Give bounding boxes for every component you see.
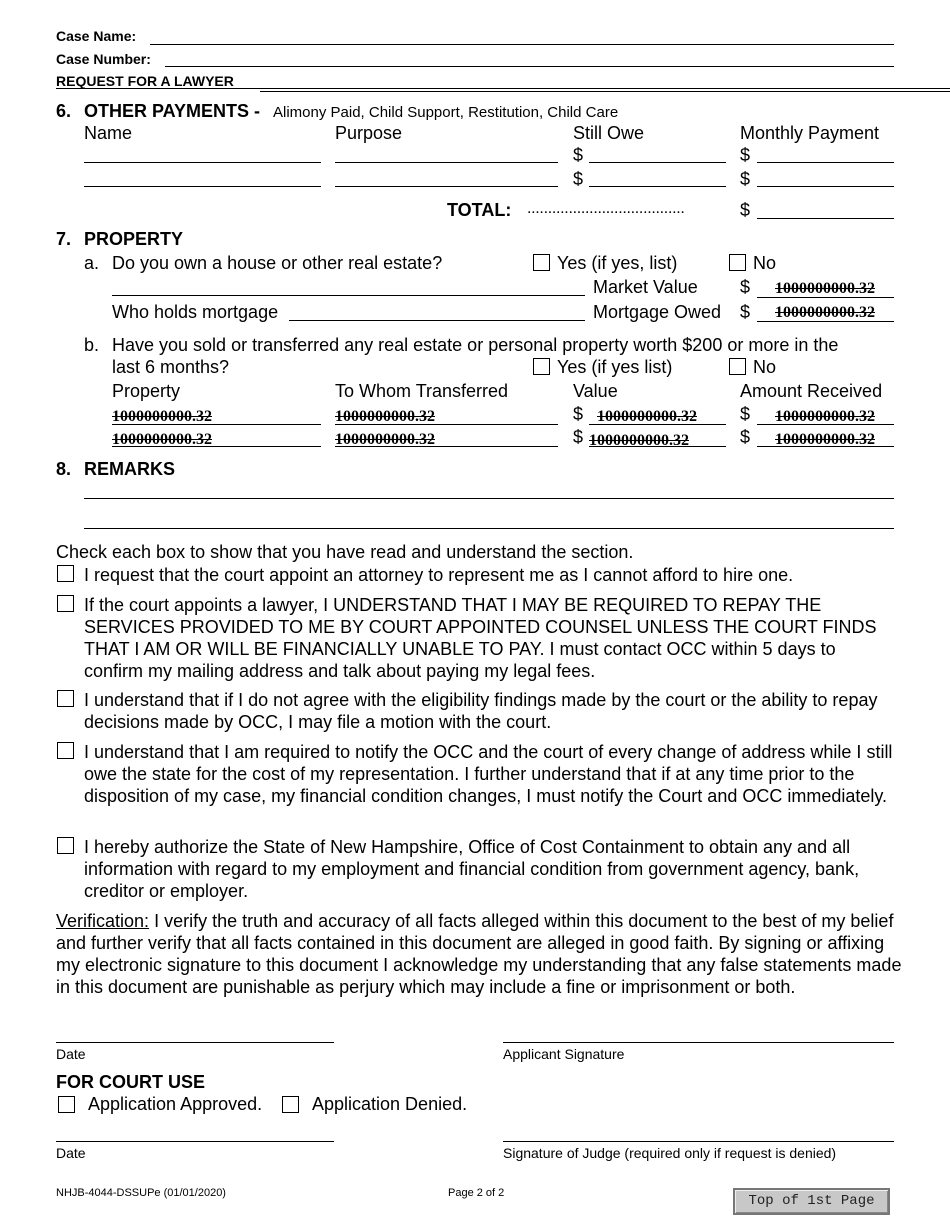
real-estate-yes-checkbox[interactable] [533,254,550,271]
real-estate-list-field[interactable] [112,295,585,296]
payment-purpose-1[interactable] [335,162,558,163]
transfer-property: 1000000000.32 [112,431,212,448]
ack-checkbox-4[interactable] [57,742,74,759]
payment-monthly-2[interactable] [757,186,894,187]
col-value: Value [573,381,618,401]
mortgage-holder-field[interactable] [289,320,585,321]
section-7-number: 7. [56,229,72,249]
remarks-line-2[interactable] [84,528,894,529]
payment-still-owe-2[interactable] [589,186,726,187]
currency-sign: $ [740,277,751,297]
mortgage-owed: 1000000000.32 [775,304,875,321]
currency-sign: $ [740,200,751,220]
applicant-signature-field[interactable] [503,1042,894,1043]
date-field[interactable] [56,1042,334,1043]
payment-still-owe-1[interactable] [589,162,726,163]
form-id: NHJB-4044-DSSUPe (01/01/2020) [56,1187,226,1199]
who-holds-mortgage-label: Who holds mortgage [112,302,279,322]
applicant-signature-label: Applicant Signature [503,1046,625,1062]
ack-checkbox-3[interactable] [57,690,74,707]
case-name-label: Case Name: [56,28,137,44]
ack-intro: Check each box to show that you have read and understand the section. [56,542,634,562]
court-date-field[interactable] [56,1141,334,1142]
judge-signature-label: Signature of Judge (required only if request is denied) [503,1145,837,1161]
transfer-no-checkbox[interactable] [729,358,746,375]
verification-paragraph [56,910,906,998]
section-8-title: REMARKS [84,459,176,479]
real-estate-no-checkbox[interactable] [729,254,746,271]
transfer-value: 1000000000.32 [589,432,689,449]
payment-name-1[interactable] [84,162,321,163]
transfer-yes-checkbox[interactable] [533,358,550,375]
currency-sign: $ [573,169,584,189]
col-monthly-payment: Monthly Payment [740,123,880,143]
no-label: No [753,253,777,273]
payment-purpose-2[interactable] [335,186,558,187]
remarks-line-1[interactable] [84,498,894,499]
transfer-property-field[interactable] [112,446,321,447]
question-b-line2: last 6 months? [112,357,230,377]
col-property: Property [112,381,181,401]
page-number: Page 2 of 2 [448,1187,505,1199]
transfer-to-whom-field[interactable] [335,446,558,447]
col-to-whom: To Whom Transferred [335,381,509,401]
market-value: 1000000000.32 [775,280,875,297]
transfer-amount-field[interactable] [757,424,894,425]
section-8-number: 8. [56,459,72,479]
mortgage-owed-label: Mortgage Owed [593,302,722,322]
ack-text-3: I understand that if I do not agree with the eligibility findings made by the court or the ability to repay decisions made by OCC, I may file a motion with the court. [84,690,878,732]
transfer-property: 1000000000.32 [112,408,212,425]
transfer-value-field[interactable] [589,424,726,425]
col-still-owe: Still Owe [573,123,645,143]
transfer-amount: 1000000000.32 [775,431,875,448]
total-label: TOTAL: [447,200,512,220]
currency-sign: $ [573,145,584,165]
judge-signature-field[interactable] [503,1141,894,1142]
question-a-letter: a. [84,253,100,273]
date-label: Date [56,1046,86,1062]
question-b-line1: Have you sold or transferred any real estate or personal property worth $200 or more in the [112,335,839,355]
form-title: REQUEST FOR A LAWYER [56,73,234,89]
ack-checkbox-1[interactable] [57,565,74,582]
ack-text-4: I understand that I am required to notify the OCC and the court of every change of address while I still owe the state for the cost of my representation. I further understand that if at any time prior to the disposition of my case, my financial condition changes, I must notify the Court and OCC immediately. [84,742,893,806]
transfer-to-whom-field[interactable] [335,424,558,425]
case-number-label: Case Number: [56,51,151,67]
ack-checkbox-2[interactable] [57,595,74,612]
header-divider [56,88,950,89]
question-b-letter: b. [84,335,100,355]
application-approved-label: Application Approved. [88,1094,263,1114]
top-of-first-page-button[interactable]: Top of 1st Page [733,1188,890,1215]
transfer-to-whom: 1000000000.32 [335,408,435,425]
transfer-amount: 1000000000.32 [775,408,875,425]
section-6-title: OTHER PAYMENTS - [84,101,261,121]
market-value-label: Market Value [593,277,698,297]
court-date-label: Date [56,1145,86,1161]
currency-sign: $ [573,427,584,447]
transfer-property-field[interactable] [112,424,321,425]
col-purpose: Purpose [335,123,403,143]
payment-monthly-1[interactable] [757,162,894,163]
no-label-b: No [753,357,777,377]
col-amount-received: Amount Received [740,381,883,401]
application-denied-checkbox[interactable] [282,1096,299,1113]
ack-text-2: If the court appoints a lawyer, I UNDERSTAND THAT I MAY BE REQUIRED TO REPAY THE SERVICES PROVIDED TO ME BY COURT APPOINTED COUNSEL UNLESS THE COURT FINDS THAT I AM OR WILL BE FINANCIALLY UNABLE TO PAY. I must contact OCC within 5 days to confirm my mailing address and talk about paying my legal fees. [84,595,877,681]
section-6-number: 6. [56,101,72,121]
application-approved-checkbox[interactable] [58,1096,75,1113]
currency-sign: $ [573,404,584,424]
case-name-field[interactable] [150,44,894,45]
verification-text: I verify the truth and accuracy of all facts alleged within this document to the best of my belief and further verify that all facts contained in this document are alleged in good faith. By signing or affixing my electronic signature to this document I acknowledge my understanding that any false statements made in this document are punishable as perjury which may include a fine or imprisonment or both. [56,911,902,997]
section-6-subtitle: Alimony Paid, Child Support, Restitution, Child Care [273,104,619,121]
total-dots: ...................................... [527,200,685,217]
payment-total-field[interactable] [757,218,894,219]
yes-label: Yes (if yes, list) [557,253,678,273]
currency-sign: $ [740,404,751,424]
application-denied-label: Application Denied. [312,1094,468,1114]
header-divider-2 [260,91,950,92]
ack-checkbox-5[interactable] [57,837,74,854]
case-number-field[interactable] [165,66,894,67]
currency-sign: $ [740,302,751,322]
currency-sign: $ [740,169,751,189]
currency-sign: $ [740,145,751,165]
section-7-title: PROPERTY [84,229,184,249]
transfer-value: 1000000000.32 [597,408,697,425]
verification-label: Verification: [56,911,150,931]
transfer-amount-field[interactable] [757,446,894,447]
yes-label-b: Yes (if yes list) [557,357,673,377]
transfer-to-whom: 1000000000.32 [335,431,435,448]
court-use-title: FOR COURT USE [56,1072,206,1092]
transfer-value-field[interactable] [589,446,726,447]
payment-name-2[interactable] [84,186,321,187]
ack-text-1: I request that the court appoint an attorney to represent me as I cannot afford to hire one. [84,565,794,585]
question-a: Do you own a house or other real estate? [112,253,443,273]
ack-text-5: I hereby authorize the State of New Hampshire, Office of Cost Containment to obtain any and all information with regard to my employment and financial condition from government agency, bank, creditor or employer. [84,837,860,901]
col-name: Name [84,123,133,143]
currency-sign: $ [740,427,751,447]
